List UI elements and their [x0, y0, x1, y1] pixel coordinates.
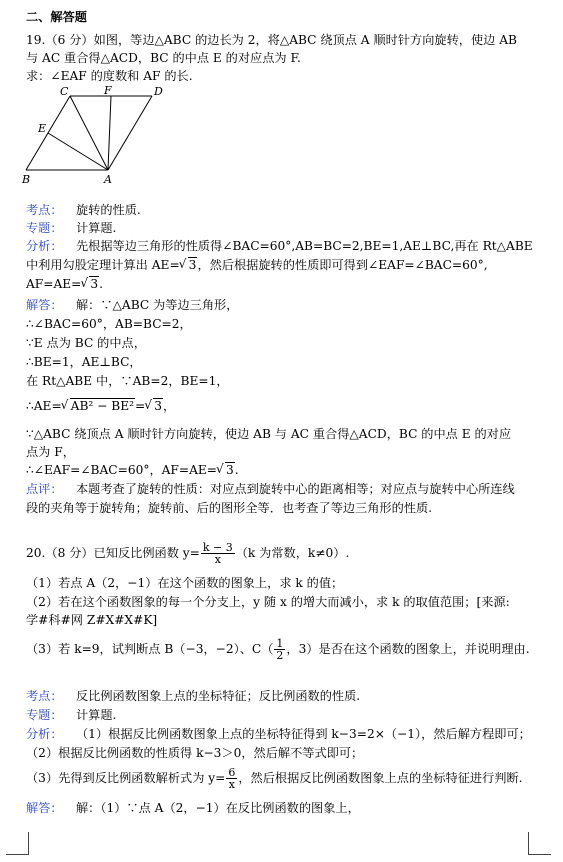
page-corner-mark-right [528, 832, 551, 855]
label-F: F [104, 86, 112, 97]
seg-CA [70, 96, 108, 170]
q19-zhuanti [26, 220, 116, 236]
q19-statement-line2: 与 AC 重合得△ACD，BC 的中点 E 的对应点为 F. [26, 51, 301, 65]
q19-jieda-line5: 在 Rt△ABE 中，∵AB=2，BE=1， [26, 374, 229, 388]
q20-text-1b: （k 为常数，k≠0）. [235, 546, 350, 560]
q20-fenxi-line2: （2）根据反比例函数的性质得 k−3＞0，然后解不等式即可； [26, 746, 364, 760]
fenxi-text-1: 先根据等边三角形的性质得∠BAC=60°,AB=BC=2,BE=1,AE⊥BC,再在 Rt△ABE [76, 239, 533, 253]
fenxi-text-3b: . [99, 277, 104, 291]
jieda-text-6a: ∴AE= [26, 399, 62, 413]
q20-fenxi-line3 [26, 767, 523, 790]
q19-jieda-line7: ∵△ABC 绕顶点 A 顺时针方向旋转，使边 AB 与 AC 重合得△ACD，BC 的中点 E 的对应 [26, 427, 512, 441]
label-A: A [104, 173, 112, 186]
label-E: E [38, 122, 47, 135]
fenxi-text-2a: 中利用勾股定理计算出 AE= [26, 258, 180, 272]
jieda-label: 解答： [26, 298, 63, 312]
q19-statement-line3: 求：∠EAF 的度数和 AF 的长. [26, 69, 193, 83]
jieda-text-1: 解：∵△ABC 为等边三角形， [76, 298, 239, 312]
sqrt-symbol: √ 3 [81, 276, 99, 292]
q20-part2: （2）若在这个函数图象的每一个分支上，y 随 x 的增大而减小，求 k 的取值范围；[来源: [26, 595, 510, 609]
q19-jieda-line2: ∴∠BAC=60°，AB=BC=2， [26, 317, 192, 331]
dianping-label: 点评： [26, 482, 63, 496]
q19-dianping-line2: 段的夹角等于旋转角；旋转前、后的图形全等．也考查了等边三角形的性质. [26, 501, 433, 515]
q19-fenxi-line3 [26, 276, 103, 292]
fenxi-text-3b: ，然后根据反比例函数图象上点的坐标特征进行判断. [238, 771, 523, 785]
q19-fenxi-line1 [26, 238, 533, 254]
dianping-text-1: 本题考查了旋转的性质：对应点到旋转中心的距离相等；对应点与旋转中心所连线 [76, 482, 515, 496]
fraction: $\frac{k - 3}{x}$ [202, 541, 233, 566]
jieda-text-9b: . [234, 463, 239, 477]
zhuanti-text: 计算题. [76, 221, 117, 235]
fraction: $\frac{6}{x}$ [228, 766, 236, 791]
q19-jieda-line1 [26, 297, 238, 313]
kaodian-text: 反比例函数图象上点的坐标特征；反比例函数的性质. [76, 689, 361, 703]
kaodian-label: 考点： [26, 689, 63, 703]
q19-jieda-line9 [26, 462, 239, 478]
q19-jieda-line6 [26, 398, 175, 414]
q19-kaodian [26, 202, 141, 218]
seg-DA [108, 96, 152, 170]
q19-figure [18, 86, 168, 186]
q20-part2-cont: 学#科#网 Z#X#X#K] [26, 613, 158, 627]
q19-jieda-line8: 点为 F， [26, 445, 75, 459]
label-C: C [60, 86, 69, 98]
section-title: 二、解答题 [26, 10, 87, 24]
label-B: B [22, 173, 31, 186]
q19-jieda-line4: ∴BE=1，AE⊥BC， [26, 355, 142, 369]
q19-jieda-line3: ∵E 点为 BC 的中点， [26, 336, 146, 350]
q20-zhuanti [26, 707, 116, 723]
q19-fenxi-line2 [26, 257, 488, 273]
kaodian-label: 考点： [26, 203, 63, 217]
q20-part1: （1）若点 A（2，−1）在这个函数的图象上，求 k 的值； [26, 576, 344, 590]
zhuanti-label: 专题： [26, 221, 63, 235]
q20-text-3a: （3）若 k=9，试判断点 B（−3，−2）、C（ [26, 642, 274, 656]
sqrt-symbol: √ 3 [217, 462, 235, 478]
q20-text-3b: ，3）是否在这个函数的图象上，并说明理由. [286, 642, 530, 656]
q20-part3 [26, 638, 530, 661]
q19-statement-line1: 19.（6 分）如图，等边△ABC 的边长为 2，将△ABC 绕顶点 A 顺时针方向旋转，使边 AB [26, 33, 517, 47]
fenxi-text-3a: （3）先得到反比例函数解析式为 y= [26, 771, 226, 785]
label-D: D [154, 86, 163, 98]
sqrt-symbol: √ 3 [180, 257, 198, 273]
fenxi-text-3a: AF=AE= [26, 277, 82, 291]
sqrt-symbol: √ 3 [145, 398, 163, 414]
q20-text-1a: 20.（8 分）已知反比例函数 y= [26, 546, 200, 560]
kaodian-text: 旋转的性质. [76, 203, 141, 217]
q19-dianping-line1 [26, 481, 515, 497]
q20-statement-line1 [26, 542, 349, 565]
fenxi-label: 分析： [26, 239, 63, 253]
page-corner-mark-left [6, 832, 29, 855]
q20-kaodian [26, 688, 360, 704]
jieda-text-1: 解：（1）∵点 A（2，−1）在反比例函数的图象上， [76, 801, 360, 815]
q20-fenxi-line1 [26, 726, 531, 742]
zhuanti-label: 专题： [26, 708, 63, 722]
sqrt-symbol: √ AB² − BE² [62, 398, 135, 414]
seg-FA [108, 96, 111, 170]
jieda-text-6c: ， [163, 399, 176, 413]
fenxi-label: 分析： [26, 727, 63, 741]
zhuanti-text: 计算题. [76, 708, 117, 722]
fraction: $\frac{1}{2}$ [276, 637, 284, 662]
fenxi-text-2b: ，然后根据旋转的性质即可得到∠EAF=∠BAC=60°, [197, 258, 488, 272]
fenxi-text-1: （1）根据反比例函数图象上点的坐标特征得到 k−3=2×（−1），然后解方程即可； [76, 727, 531, 741]
jieda-text-6b: = [135, 399, 146, 413]
jieda-text-9a: ∴∠EAF=∠BAC=60°，AF=AE= [26, 463, 218, 477]
jieda-label: 解答： [26, 801, 63, 815]
q20-jieda-line1 [26, 800, 360, 816]
